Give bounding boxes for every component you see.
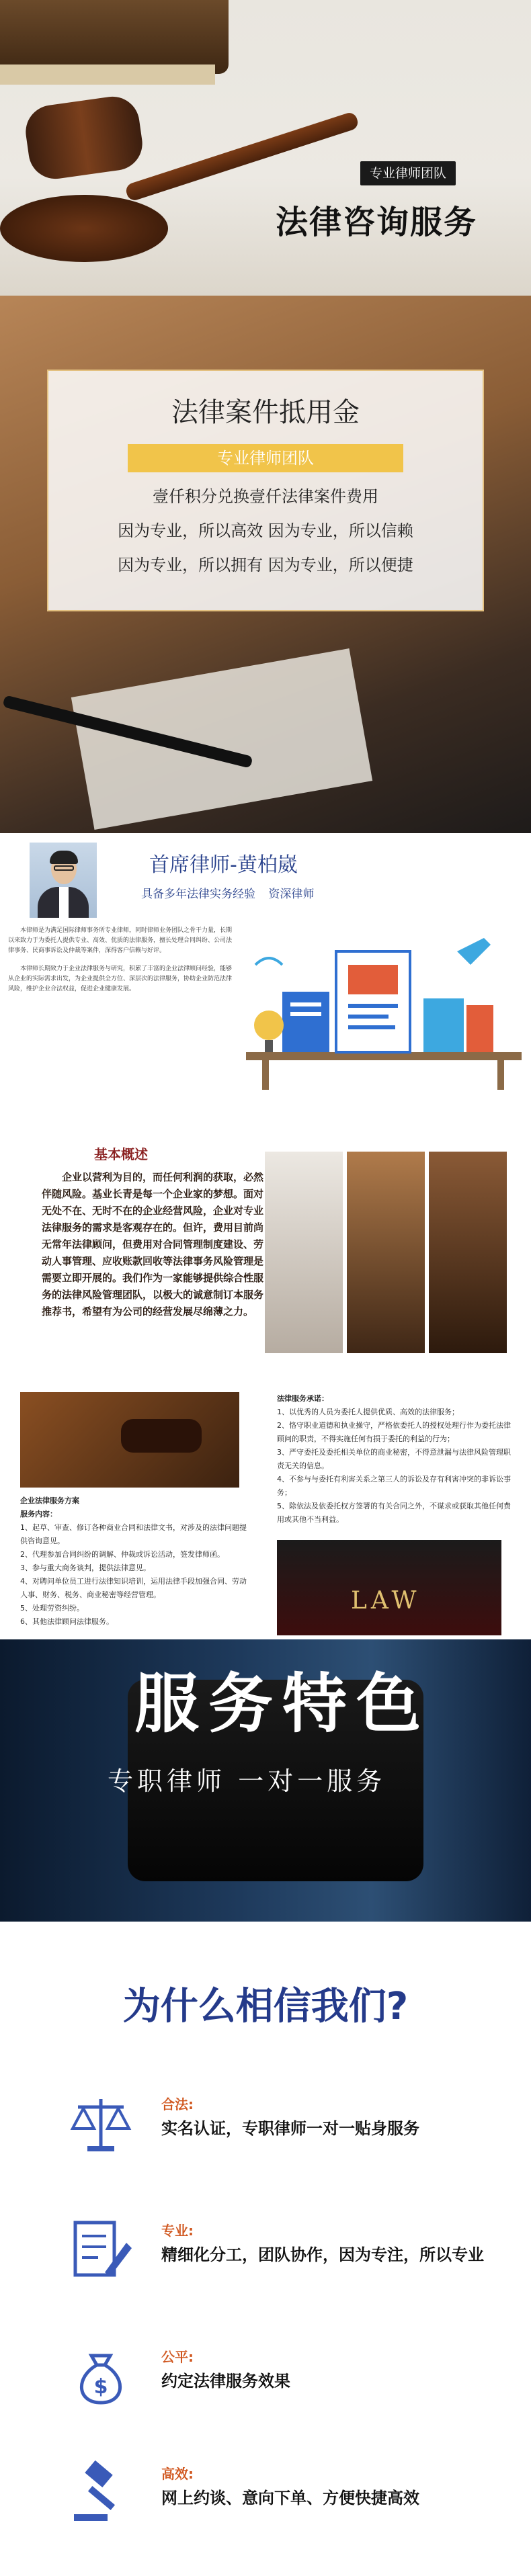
services-section: [0, 1384, 531, 1639]
promo-title: 法律案件抵用金: [171, 397, 360, 428]
banner-title: 法律咨询服务: [275, 204, 477, 241]
promo-card: [47, 370, 484, 611]
lawyer-qualifications: 具备多年法律实务经验 资深律师: [141, 888, 315, 901]
features-section: [0, 1639, 531, 1922]
scales-icon: [67, 2090, 134, 2157]
why-item-efficient: [67, 2459, 497, 2560]
list-item: 2、代理参加合同纠纷的调解、仲裁或诉讼活动，签发律师函。: [20, 1550, 224, 1559]
why-description: 实名认证，专职律师一对一贴身服务: [161, 2119, 419, 2138]
banner-tagline: 专业律师团队: [360, 161, 456, 185]
why-description: 精细化分工，团队协作，因为专注，所以专业: [161, 2245, 484, 2264]
overview-images: [265, 1152, 507, 1353]
gavel-base-image: [0, 195, 168, 262]
list-item: 5、处理劳资纠纷。: [20, 1604, 84, 1613]
gavel-handle-image: [124, 111, 360, 202]
promo-section: [0, 296, 531, 833]
lawyer-name: 首席律师-黄柏崴: [149, 853, 298, 877]
book-pages-image: [0, 65, 215, 85]
why-item-fair: [67, 2342, 497, 2443]
promo-bar: 专业律师团队: [128, 444, 403, 472]
why-label: 公平:: [161, 2349, 194, 2365]
list-item: 4、不参与与委托有利害关系之第三人的诉讼及存有利害冲突的非诉讼事务；: [277, 1475, 511, 1497]
office-illustration: [242, 925, 524, 1092]
why-item-legal: [67, 2090, 497, 2190]
why-title: 为什么相信我们?: [122, 1985, 409, 2028]
list-item: 1、以优秀的人员为委托人提供优质、高效的法律服务；: [277, 1408, 459, 1416]
overview-title: 基本概述: [94, 1146, 148, 1162]
why-section: [0, 1922, 531, 2576]
list-item: 4、对聘问单位员工进行法律知识培训，运用法律手段加强合同、劳动人事、财务、税务、商业秘密等经营管理。: [20, 1577, 247, 1599]
overview-text: 企业以营利为目的，而任何利润的获取，必然伴随风险。基业长青是每一个企业家的梦想。面对无处不在、无时不在的企业经营风险，企业对专业法律服务的需求是客观存在的。但许，费用目前尚无常年法律顾问，但费用对合同管理制度建设、劳动人事管理、应收账款回收等法律事务风险管理是需要立即开展的。我们作为一家能够提供综合性服务的法律风险管理团队，以极大的诚意制订本服务推荐书，希望有为公司的经营发展尽绵薄之力。: [42, 1171, 264, 1318]
promo-line: 因为专业，所以高效 因为专业，所以信赖: [118, 521, 413, 540]
gavel-photo: [20, 1392, 239, 1488]
commitment-title: 法律服务承诺：: [277, 1394, 329, 1403]
promo-line: 因为专业，所以拥有 因为专业，所以便捷: [118, 556, 413, 574]
overview-section: [0, 1142, 531, 1384]
lawyer-intro: [8, 926, 237, 1002]
list-item: 2、恪守职业道德和执业操守，严格依委托人的授权处理行作为委托法律顾问的职责，不得实施任何有损于委托的利益的行为；: [277, 1421, 511, 1443]
why-label: 高效:: [161, 2466, 194, 2482]
book-image: [0, 0, 229, 74]
features-title: 服务特色: [134, 1666, 430, 1742]
service-list-title: 企业法律服务方案: [20, 1496, 79, 1505]
gavel-head-image: [22, 93, 146, 183]
document-pen-icon: [67, 2216, 134, 2283]
why-description: 网上约谈、意向下单、方便快捷高效: [161, 2489, 419, 2507]
why-label: 合法:: [161, 2096, 194, 2112]
lawyer-intro-paragraph: 本律师长期致力于企业法律服务与研究，积累了丰富的企业法律顾问经验，能够从企业的实际需求出发，为企业提供全方位、深层次的法律服务，协助企业防范法律风险，维护企业合法权益，促进企业健康发展。: [8, 965, 233, 992]
service-list-subtitle: 服务内容：: [20, 1510, 57, 1518]
list-item: 1、起草、审查、修订各种商业合同和法律文书，对涉及的法律问题提供咨询意见。: [20, 1523, 247, 1545]
money-bag-icon: [67, 2342, 134, 2409]
why-item-professional: [67, 2216, 497, 2317]
gavel-image: [429, 1152, 507, 1353]
svg-text:$: $: [93, 2375, 108, 2399]
why-description: 约定法律服务效果: [161, 2372, 290, 2391]
features-subtitle: 专职律师 一对一服务: [108, 1766, 386, 1796]
list-item: 5、除依法及依委托权方签署的有关合同之外，不谋求或获取其他任何费用或其他不当利益。: [277, 1502, 511, 1524]
gavel-image: [347, 1152, 425, 1353]
hero-banner: [0, 0, 531, 296]
list-item: 3、参与重大商务谈判，提供法律意见。: [20, 1563, 151, 1572]
document-image: [71, 648, 372, 830]
lawyer-photo: [30, 843, 97, 918]
list-item: 6、其他法律顾问法律服务。: [20, 1617, 114, 1626]
law-text: LAW: [351, 1587, 421, 1615]
open-book-image: [265, 1152, 343, 1353]
lawyer-section: [0, 833, 531, 1142]
gavel-icon: [67, 2459, 134, 2526]
promo-line: 壹仟积分兑换壹仟法律案件费用: [153, 487, 378, 506]
service-content-list: [20, 1494, 249, 1629]
lawyer-intro-paragraph: 本律师是为满足国际律师事务所专业律师，同时律师业务团队之骨干力量，长期以来致力于为委托人提供专业、高效、优质的法律服务，擅长处理合同纠纷、公司法律事务、民商事诉讼及仲裁等案件，深得客户信赖与好评。: [8, 927, 233, 954]
service-commitment-list: [277, 1392, 512, 1527]
list-item: 3、严守委托及委托相关单位的商业秘密，不得意泄漏与法律风险管理职责无关的信息。: [277, 1448, 511, 1470]
law-book-photo: [277, 1540, 501, 1635]
why-label: 专业:: [161, 2223, 194, 2239]
